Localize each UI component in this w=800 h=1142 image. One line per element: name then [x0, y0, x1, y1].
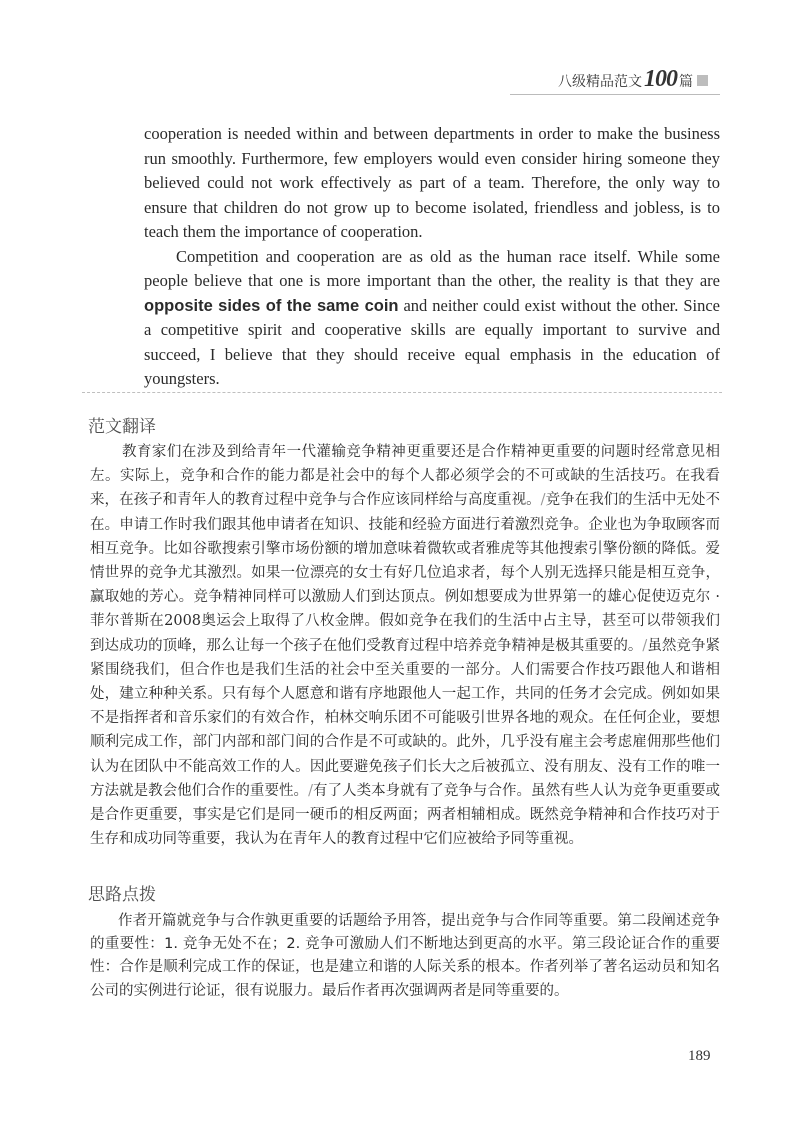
english-essay — [144, 122, 720, 392]
running-header — [558, 66, 708, 93]
paragraph-separator: / — [308, 782, 313, 799]
page-number: 189 — [688, 1048, 711, 1064]
english-text: Competition and cooperation are as old as the human race itself. While some people believe that one is more important than the other, the reality is that they are — [144, 246, 720, 290]
translation-body — [90, 440, 720, 851]
translation-paragraph — [90, 440, 720, 851]
english-paragraph — [144, 245, 720, 392]
section-divider — [82, 392, 722, 393]
header-rule — [510, 94, 720, 95]
english-text: and neither could exist without the other. Since a competitive spirit and cooperative skills are equally important to survive and succeed, I believe that they should receive equal emphasis in the education of youngsters. — [144, 295, 720, 388]
paragraph-separator: / — [642, 637, 648, 654]
analysis-paragraph: 作者开篇就竞争与合作孰更重要的话题给予用答，提出竞争与合作同等重要。第二段阐述竞争的重要性：1. 竞争无处不在；2. 竞争可激励人们不断地达到更高的水平。第三段论证合作的重要性：合作是顺利完成工作的保证，也是建立和谐的人际关系的根本。作者列举了著名运动员和知名公司的实例进行论证，很有说服力。最后作者再次强调两者是同等重要的。 — [90, 913, 720, 999]
translation-segment: 有了人类本身就有了竞争与合作。虽然有些人认为竞争更重要或是合作更重要，事实是它们是同一硬币的相反两面；两者相辅相成。既然竞争精神和合作技巧对于生存和成功同等重要，我认为在青年人的教育过程中它们应被给予同等重视。 — [90, 782, 720, 848]
book-unit: 篇 — [679, 74, 693, 90]
analysis-body — [90, 910, 720, 1003]
english-paragraph: cooperation is needed within and between departments in order to make the business run smoothly. Furthermore, few employers would even consider hiring someone they believed could not work effectively as part of a team. Therefore, the only way to ensure that children do not grow up to become isolated, friendless and jobless, is to teach them the importance of cooperation. — [144, 124, 720, 241]
translation-segment: 虽然竞争紧紧围绕我们，但合作也是我们生活的社会中至关重要的一部分。人们需要合作技巧跟他人和谐相处，建立种种关系。只有每个人愿意和谐有序地跟他人一起工作，共同的任务才会完成。例如如果不是指挥者和音乐家们的有效合作，柏林交响乐团不可能吸引世界各地的观众。在任何企业，要想顺利完成工作，部门内部和部门间的合作是不可或缺的。此外，几乎没有雇主会考虑雇佣那些他们认为在团队中不能高效工作的人。因此要避免孩子们长大之后被孤立、没有朋友、没有工作的唯一方法就是教会他们合作的重要性。 — [90, 637, 720, 799]
bold-phrase: opposite sides of the same coin — [144, 296, 399, 315]
analysis-heading: 思路点拨 — [88, 885, 156, 905]
translation-heading: 范文翻译 — [88, 417, 156, 437]
book-title: 八级精品范文 — [558, 74, 642, 90]
translation-segment: 竞争在我们的生活中无处不在。申请工作时我们跟其他申请者在知识、技能和经验方面进行着激烈竞争。企业也为争取顾客而相互竞争。比如谷歌搜索引擎市场份额的增加意味着微软或者雅虎等其他搜索引擎份额的降低。爱情世界的竞争尤其激烈。如果一位漂亮的女士有好几位追求者，每个人别无选择只能是相互竞争，赢取她的芳心。竞争精神同样可以激励人们到达顶点。例如想要成为世界第一的雄心促使迈克尔 · 菲尔普斯在2008奥运会上取得了八枚金牌。假如竞争在我们的生活中占主导，甚至可以带领我们到达成功的顶峰，那么让每一个孩子在他们受教育过程中培养竞争精神是极其重要的。 — [90, 492, 721, 654]
book-count: 100 — [644, 66, 677, 92]
translation-segment: 教育家们在涉及到给青年一代灌输竞争精神更重要还是合作精神更重要的问题时经常意见相左。实际上，竞争和合作的能力都是社会中的每个人都必须学会的不可或缺的生活技巧。在我看来，在孩子和青年人的教育过程中竞争与合作应该同样给与高度重视。 — [90, 444, 720, 509]
header-square-icon — [697, 75, 708, 86]
paragraph-separator: / — [540, 492, 546, 509]
